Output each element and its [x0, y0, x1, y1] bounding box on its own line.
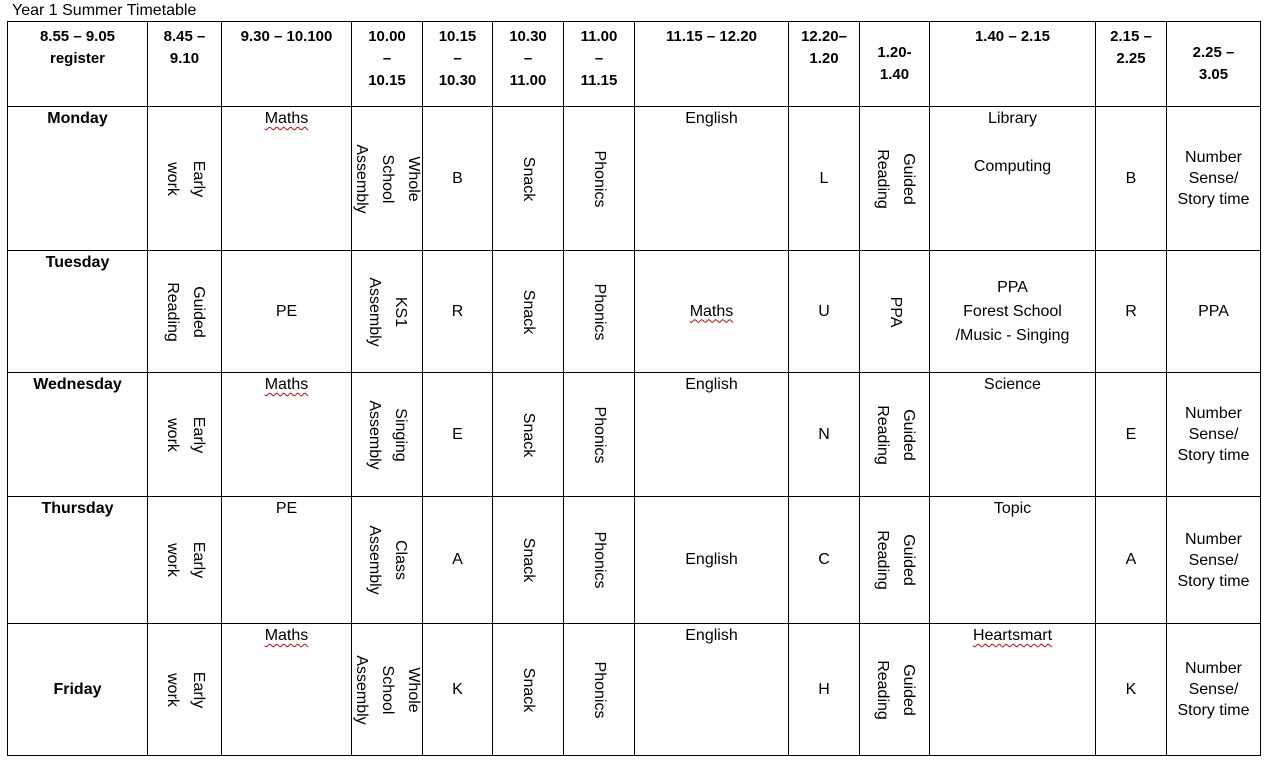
header-row: [8, 22, 1261, 107]
after-lunch-cell: [860, 624, 930, 756]
session1-cell: PE: [222, 497, 352, 624]
header-cell-assembly: 10.00 – 10.15: [352, 22, 423, 107]
end-cell: Number Sense/ Story time: [1167, 373, 1261, 497]
snack-cell: [493, 107, 564, 251]
afternoon-cell: Science: [930, 373, 1096, 497]
snack-text: Snack: [520, 156, 537, 201]
session2-cell: [635, 251, 789, 373]
day-label: Wednesday: [8, 373, 148, 497]
session1-text: Maths: [264, 110, 309, 127]
assembly-cell: [352, 497, 423, 624]
phonics-cell: [564, 497, 635, 624]
header-cell-lunch: 12.20– 1.20: [789, 22, 860, 107]
session1-cell: [222, 373, 352, 497]
header-cell-break: 10.15 – 10.30: [423, 22, 493, 107]
table-row: [8, 251, 1261, 373]
assembly-text: Class Assembly: [366, 525, 409, 595]
afternoon-cell: PPA Forest School /Music - Singing: [930, 251, 1096, 373]
header-cell-snack: 10.30 – 11.00: [493, 22, 564, 107]
session1-cell: [222, 107, 352, 251]
break2-letter: A: [1096, 497, 1167, 624]
header-cell-session1: 9.30 – 10.100: [222, 22, 352, 107]
header-cell-end: 2.25 – 3.05: [1167, 22, 1261, 107]
after-lunch-cell: [860, 251, 930, 373]
after-lunch-cell: [860, 107, 930, 251]
afternoon-cell: [930, 624, 1096, 756]
table-row: [8, 624, 1261, 756]
break2-letter: K: [1096, 624, 1167, 756]
header-cell-break2: 2.15 – 2.25: [1096, 22, 1167, 107]
header-cell-register: 8.55 – 9.05 register: [8, 22, 148, 107]
session2-text: Maths: [689, 302, 734, 320]
session1-text: Maths: [264, 376, 309, 393]
day-label: Friday: [8, 624, 148, 756]
lunch-letter: U: [789, 251, 860, 373]
assembly-text: Whole School Assembly: [353, 654, 422, 725]
phonics-text: Phonics: [591, 283, 608, 340]
table-row: [8, 373, 1261, 497]
break-letter: R: [423, 251, 493, 373]
early-cell: [148, 251, 222, 373]
break2-letter: E: [1096, 373, 1167, 497]
table-row: [8, 107, 1261, 251]
lunch-letter: C: [789, 497, 860, 624]
end-cell: Number Sense/ Story time: [1167, 107, 1261, 251]
day-label: Tuesday: [8, 251, 148, 373]
early-text: Early work: [163, 160, 207, 197]
assembly-cell: [352, 107, 423, 251]
header-cell-after-lunch: 1.20- 1.40: [860, 22, 930, 107]
end-cell: Number Sense/ Story time: [1167, 624, 1261, 756]
break-letter: B: [423, 107, 493, 251]
end-cell: PPA: [1167, 251, 1261, 373]
snack-cell: [493, 373, 564, 497]
after-lunch-text: Guided Reading: [873, 404, 917, 465]
after-lunch-cell: [860, 497, 930, 624]
after-lunch-cell: [860, 373, 930, 497]
day-label: Monday: [8, 107, 148, 251]
timetable: [7, 21, 1261, 756]
break-letter: E: [423, 373, 493, 497]
lunch-letter: N: [789, 373, 860, 497]
break-letter: A: [423, 497, 493, 624]
after-lunch-text: Guided Reading: [873, 659, 917, 720]
phonics-text: Phonics: [591, 661, 608, 718]
early-text: Early work: [163, 671, 207, 708]
assembly-cell: [352, 251, 423, 373]
phonics-text: Phonics: [591, 150, 608, 207]
break-letter: K: [423, 624, 493, 756]
day-label: Thursday: [8, 497, 148, 624]
snack-cell: [493, 497, 564, 624]
afternoon-text: Heartsmart: [972, 627, 1053, 644]
after-lunch-text: Guided Reading: [873, 530, 917, 590]
session1-text: Maths: [264, 627, 309, 644]
lunch-letter: L: [789, 107, 860, 251]
snack-text: Snack: [520, 412, 537, 457]
afternoon-cell: Topic: [930, 497, 1096, 624]
snack-cell: [493, 251, 564, 373]
header-cell-early: 8.45 – 9.10: [148, 22, 222, 107]
phonics-text: Phonics: [591, 531, 608, 589]
phonics-cell: [564, 251, 635, 373]
phonics-cell: [564, 624, 635, 756]
early-text: Early work: [163, 541, 207, 579]
early-text: Early work: [163, 416, 207, 453]
break2-letter: R: [1096, 251, 1167, 373]
assembly-cell: [352, 373, 423, 497]
assembly-text: KS1 Assembly: [366, 276, 409, 347]
lunch-letter: H: [789, 624, 860, 756]
early-cell: [148, 624, 222, 756]
session2-cell: English: [635, 497, 789, 624]
assembly-text: Singing Assembly: [366, 399, 409, 470]
table-row: [8, 497, 1261, 624]
snack-text: Snack: [520, 289, 537, 334]
session2-cell: English: [635, 624, 789, 756]
session2-cell: English: [635, 373, 789, 497]
phonics-text: Phonics: [591, 406, 608, 463]
header-cell-afternoon: 1.40 – 2.15: [930, 22, 1096, 107]
afternoon-cell: Library Computing: [930, 107, 1096, 251]
snack-text: Snack: [520, 537, 537, 583]
phonics-cell: [564, 373, 635, 497]
after-lunch-text: PPA: [886, 296, 904, 327]
after-lunch-text: Guided Reading: [873, 148, 917, 209]
early-text: Guided Reading: [163, 281, 207, 342]
end-cell: Number Sense/ Story time: [1167, 497, 1261, 624]
session2-cell: English: [635, 107, 789, 251]
session1-cell: PE: [222, 251, 352, 373]
header-cell-session2: 11.15 – 12.20: [635, 22, 789, 107]
snack-text: Snack: [520, 667, 537, 712]
early-cell: [148, 107, 222, 251]
early-cell: [148, 497, 222, 624]
document-title: Year 1 Summer Timetable: [12, 2, 197, 19]
session1-cell: [222, 624, 352, 756]
break2-letter: B: [1096, 107, 1167, 251]
snack-cell: [493, 624, 564, 756]
header-cell-phonics: 11.00 – 11.15: [564, 22, 635, 107]
phonics-cell: [564, 107, 635, 251]
assembly-cell: [352, 624, 423, 756]
assembly-text: Whole School Assembly: [353, 143, 422, 214]
early-cell: [148, 373, 222, 497]
